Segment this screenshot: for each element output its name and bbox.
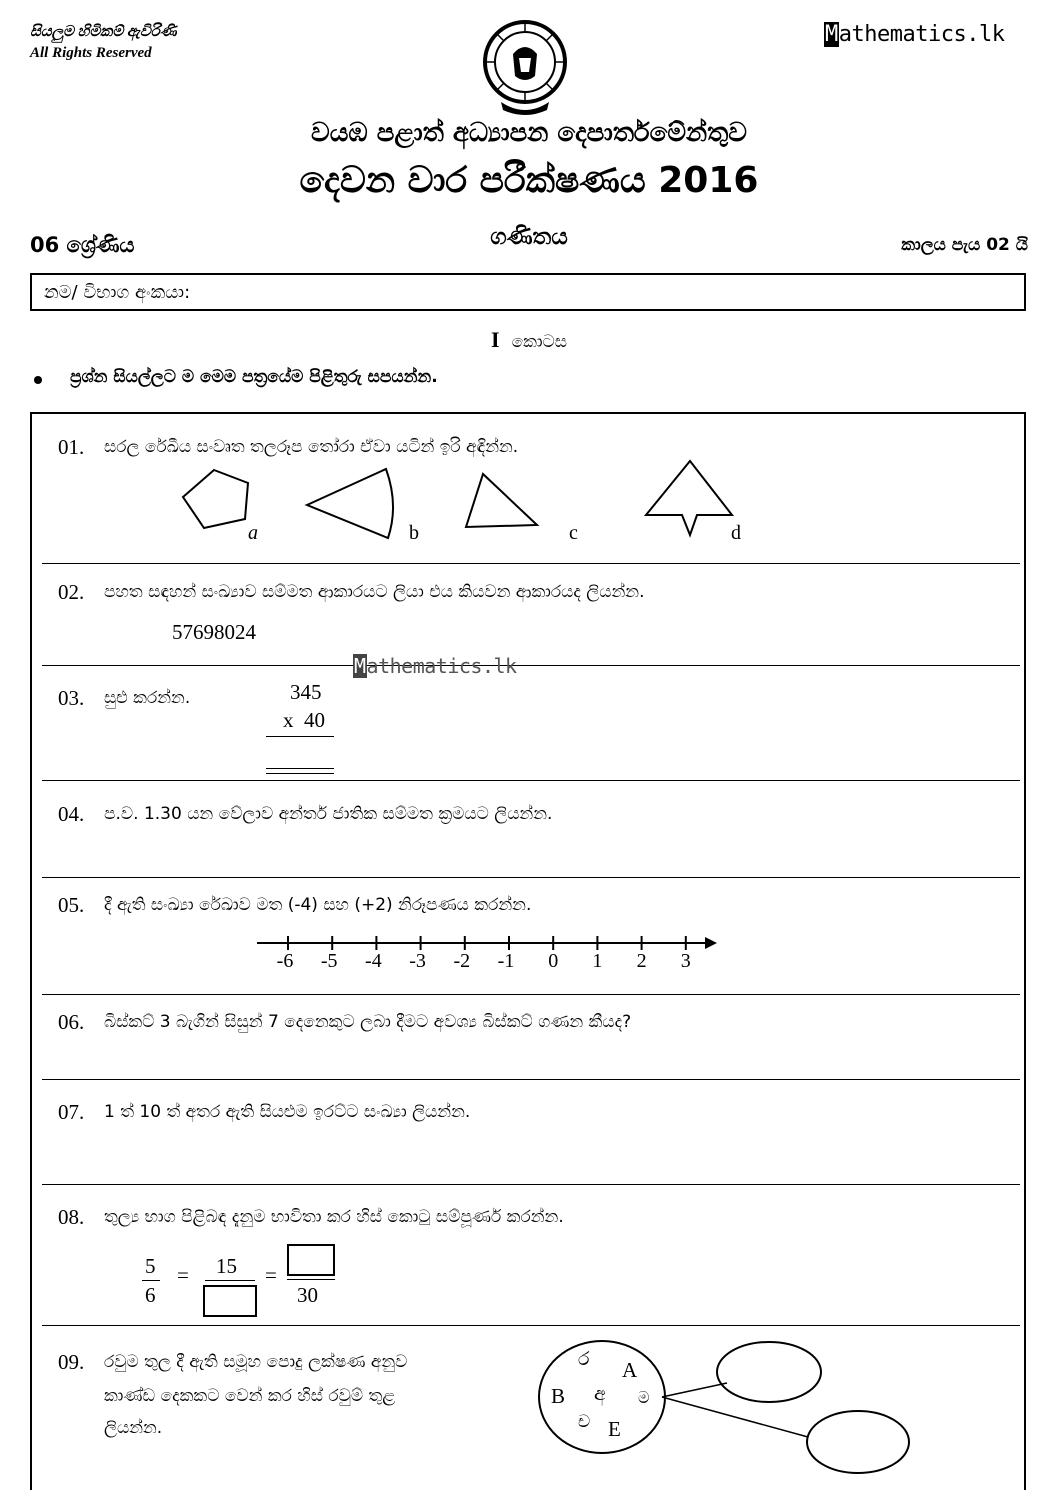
- divider: [42, 665, 1020, 666]
- number-to-write: 57698024: [172, 620, 256, 644]
- divider: [42, 1079, 1020, 1080]
- question-number: 05.: [58, 893, 85, 917]
- question-text: තුල්‍ය භාග පිළිබඳ දැනුම භාවිතා කර හිස් කොටු සම්පූර්ණ කරන්න.: [104, 1207, 564, 1227]
- tick-label: -5: [320, 950, 338, 972]
- question-number: 03.: [58, 686, 85, 710]
- product-line: [266, 736, 334, 737]
- blank-box-denominator[interactable]: [203, 1285, 257, 1317]
- question-text: සුළු කරන්න.: [104, 688, 191, 708]
- tick-label: -3: [409, 950, 426, 972]
- fraction2-numerator: 15: [216, 1254, 237, 1278]
- copyright-english: All Rights Reserved: [30, 45, 152, 61]
- connector-line: [662, 1397, 808, 1437]
- shape-label-c: c: [569, 522, 578, 544]
- divider: [42, 1325, 1020, 1326]
- question-text: බිස්කට් 3 බැගින් සිසුන් 7 දෙනෙකුට ලබා දීමට අවශ්‍ය බිස්කට් ගණන කීයද?: [104, 1012, 632, 1032]
- department-title: වයඹ පළාත් අධ්‍යාපන දෙපාර්තමේන්තුව: [311, 118, 747, 148]
- question-text: දී ඇති සංඛ්‍යා රේඛාව මත (-4) සහ (+2) නිරූපණය කරන්න.: [104, 895, 532, 915]
- set-item: අ: [594, 1384, 606, 1405]
- multiplier: x 40: [283, 708, 325, 732]
- empty-group-circle-2[interactable]: [807, 1411, 909, 1473]
- part-label: කොටස: [511, 332, 567, 352]
- tick-label: 0: [548, 950, 559, 972]
- equals-sign: =: [265, 1263, 277, 1287]
- triangle-shape: [466, 474, 537, 527]
- tick-label: 3: [680, 950, 691, 972]
- divider: [42, 563, 1020, 564]
- fraction1-denominator: 6: [145, 1283, 156, 1307]
- divider: [42, 877, 1020, 878]
- arrow-shape: [646, 461, 732, 535]
- question-text: සරල රේඛීය සංවෘත තලරූප තෝරා ඒවා යටින් ඉරි අඳින්න.: [104, 437, 519, 457]
- tick-label: -2: [453, 950, 471, 972]
- q1-shapes: [170, 455, 770, 550]
- question-text-line2: කාණ්ඩ දෙකකට වෙන් කර හිස් රවුම් තුළ: [104, 1386, 396, 1406]
- connector-line: [662, 1383, 727, 1397]
- tick-label: 2: [636, 950, 647, 972]
- tick-label: -1: [497, 950, 515, 972]
- question-text: පහත සඳහන් සංඛ්‍යාව සම්මත ආකාරයට ලියා එය කියවන ආකාරයද ලියන්න.: [104, 582, 645, 602]
- pentagon-shape: [183, 470, 248, 528]
- fraction-bar: [205, 1280, 255, 1281]
- set-item: ච: [578, 1412, 591, 1431]
- fraction-bar: [287, 1279, 335, 1280]
- tick-label: -6: [276, 950, 294, 972]
- curved-sector-shape: [307, 469, 393, 538]
- subject-label: ගණිතය: [490, 224, 568, 250]
- fraction1-numerator: 5: [145, 1254, 156, 1278]
- copyright-sinhala: සියලුම හිමිකම් ඇවිරිණි: [30, 24, 177, 40]
- answer-double-line: [266, 768, 334, 774]
- tick-label: -4: [365, 950, 382, 972]
- fraction-bar: [142, 1280, 160, 1281]
- equals-sign: =: [177, 1263, 189, 1287]
- question-number: 08.: [58, 1205, 85, 1229]
- shape-label-d: d: [731, 522, 741, 544]
- question-number: 06.: [58, 1010, 85, 1034]
- empty-group-circle-1[interactable]: [717, 1342, 821, 1402]
- question-number: 04.: [58, 802, 85, 826]
- grade-label: 06 ශ්‍රේණිය: [30, 233, 135, 257]
- blank-box-numerator[interactable]: [287, 1244, 335, 1276]
- instruction-text: ප්‍රශ්න සියල්ලට ම මෙම පත්‍රයේම පිළිතුරු සපයන්න.: [70, 367, 438, 387]
- question-text-line3: ලියන්න.: [104, 1418, 163, 1438]
- set-diagram: [530, 1335, 930, 1485]
- name-index-label: නම/ විභාග අංකයා:: [44, 282, 191, 303]
- shape-label-b: b: [409, 522, 419, 544]
- question-number: 02.: [58, 580, 85, 604]
- question-text: 1 ත් 10 ත් අතර ඇති සියළුම ඉරට්ට සංඛ්‍යා ලියන්න.: [104, 1102, 471, 1122]
- set-item: A: [622, 1358, 638, 1382]
- provincial-emblem-icon: [477, 14, 573, 118]
- part-numeral: I: [491, 327, 500, 352]
- question-number: 01.: [58, 435, 85, 459]
- question-text: ප.ව. 1.30 යන වේලාව අන්තර් ජාතික සම්මත ක්‍රමයට ලියන්න.: [104, 804, 553, 824]
- set-item: E: [608, 1417, 621, 1441]
- set-item: ම: [638, 1390, 650, 1407]
- arrow-head-icon: [705, 937, 717, 949]
- multiplicand: 345: [290, 680, 322, 704]
- divider: [42, 994, 1020, 995]
- name-index-field[interactable]: [30, 273, 1026, 311]
- divider: [42, 1184, 1020, 1185]
- tick-label: 1: [592, 950, 603, 972]
- bullet-icon: [34, 376, 42, 384]
- question-number: 07.: [58, 1100, 85, 1124]
- set-item: B: [551, 1384, 566, 1408]
- watermark-middle: Mathematics.lk: [354, 654, 517, 678]
- shape-label-a: a: [248, 522, 258, 544]
- fraction3-denominator: 30: [297, 1283, 318, 1307]
- time-allowed: කාලය පැය 02 යි: [901, 235, 1028, 255]
- watermark-top: Mathematics.lk: [825, 22, 1005, 47]
- copyright-notice: [30, 22, 177, 64]
- question-number: 09.: [58, 1350, 85, 1374]
- set-item: ර: [578, 1349, 590, 1370]
- divider: [42, 780, 1020, 781]
- exam-title: දෙවන වාර පරීක්ෂණය 2016: [299, 160, 759, 201]
- part-heading: [0, 327, 1058, 353]
- question-text-line1: රවුම තුල දී ඇති සමූහ පොදු ලක්ෂණ අනුව: [104, 1352, 408, 1372]
